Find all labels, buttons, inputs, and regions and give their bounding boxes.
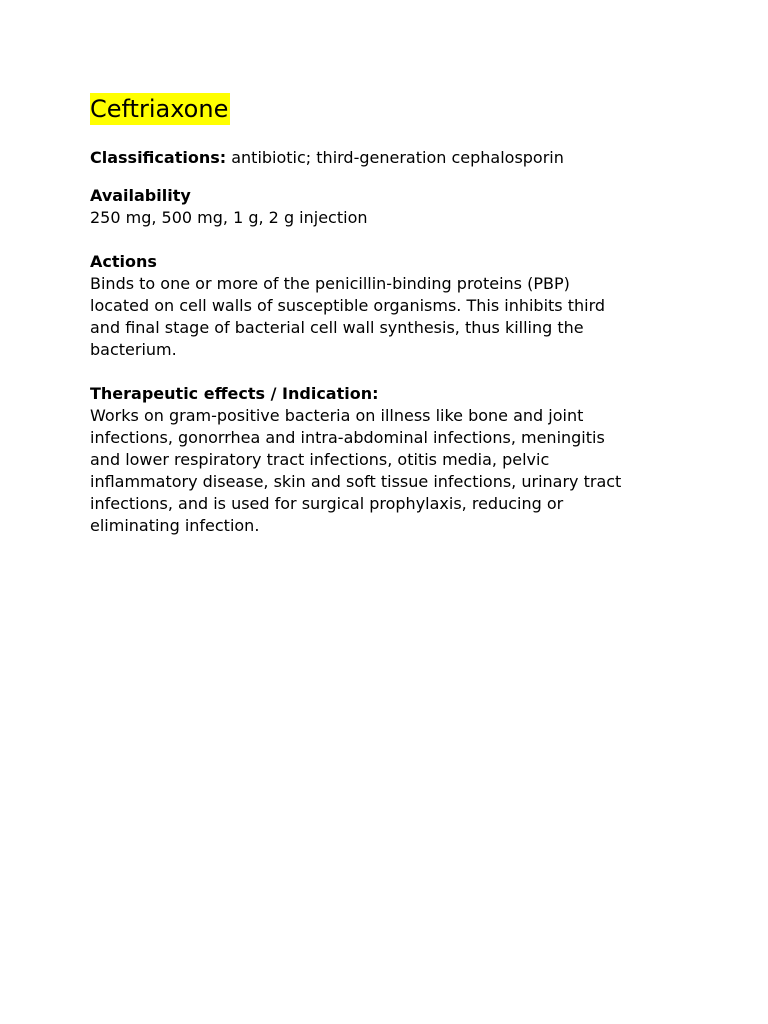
therapeutic-line: inflammatory disease, skin and soft tissue infections, urinary tract — [90, 472, 622, 491]
therapeutic-section — [90, 383, 690, 537]
classifications-label: Classifications: — [90, 148, 227, 167]
availability-section — [90, 185, 690, 229]
actions-body — [90, 273, 690, 361]
therapeutic-line: Works on gram-positive bacteria on illness like bone and joint — [90, 406, 584, 425]
actions-line: located on cell walls of susceptible organisms. This inhibits third — [90, 296, 606, 315]
therapeutic-heading: Therapeutic effects / Indication: — [90, 384, 379, 403]
classifications-value: antibiotic; third-generation cephalosporin — [226, 148, 564, 167]
actions-line: and final stage of bacterial cell wall synthesis, thus killing the — [90, 318, 584, 337]
therapeutic-body — [90, 405, 690, 537]
therapeutic-line: infections, and is used for surgical prophylaxis, reducing or — [90, 494, 564, 513]
actions-line: Binds to one or more of the penicillin-binding proteins (PBP) — [90, 274, 570, 293]
therapeutic-line: eliminating infection. — [90, 516, 260, 535]
availability-body — [90, 207, 690, 229]
therapeutic-line: and lower respiratory tract infections, otitis media, pelvic — [90, 450, 550, 469]
actions-section — [90, 251, 690, 361]
availability-heading: Availability — [90, 186, 191, 205]
therapeutic-line: infections, gonorrhea and intra-abdominal infections, meningitis — [90, 428, 605, 447]
availability-line: 250 mg, 500 mg, 1 g, 2 g injection — [90, 208, 368, 227]
actions-heading: Actions — [90, 252, 157, 271]
document-title: Ceftriaxone — [90, 95, 229, 123]
classifications-line — [90, 147, 564, 169]
actions-line: bacterium. — [90, 340, 177, 359]
